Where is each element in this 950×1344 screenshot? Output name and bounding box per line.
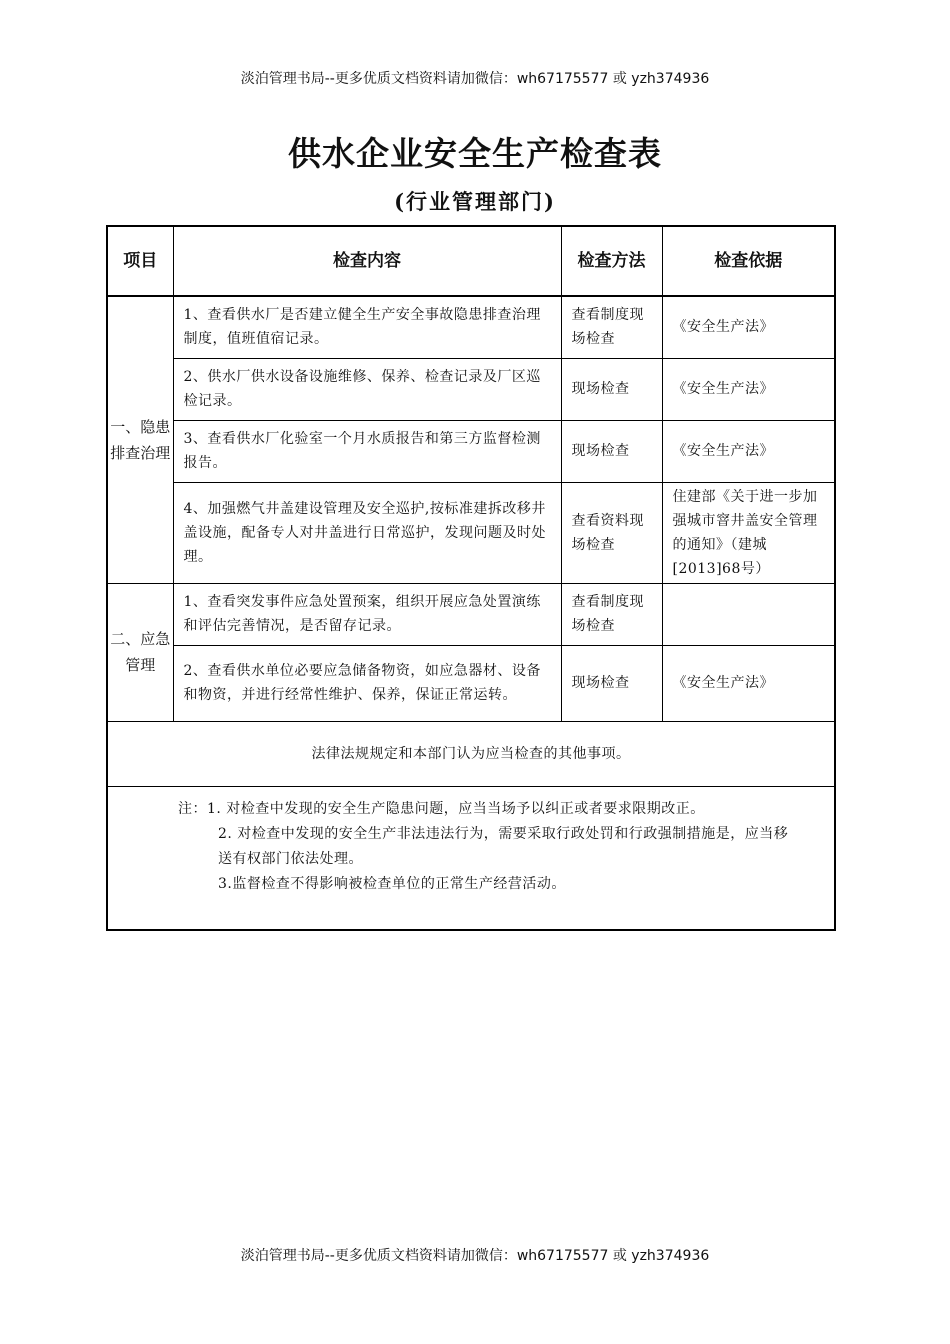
check-basis: 《安全生产法》	[662, 420, 835, 482]
check-content: 2、查看供水单位必要应急储备物资，如应急器材、设备和物资，并进行经常性维护、保养，保证正常运转。	[173, 645, 561, 721]
check-content: 1、查看突发事件应急处置预案，组织开展应急处置演练和评估完善情况，是否留存记录。	[173, 583, 561, 645]
check-basis	[662, 583, 835, 645]
check-basis: 《安全生产法》	[662, 645, 835, 721]
note-line: 3.监督检查不得影响被检查单位的正常生产经营活动。	[218, 875, 566, 892]
check-content: 4、加强燃气井盖建设管理及安全巡护,按标准建拆改移井盖设施，配备专人对井盖进行日常巡护，发现问题及时处理。	[173, 482, 561, 583]
category-emergency: 二、应急管理	[107, 583, 173, 721]
check-method: 现场检查	[561, 358, 662, 420]
check-content: 2、供水厂供水设备设施维修、保养、检查记录及厂区巡检记录。	[173, 358, 561, 420]
check-content: 3、查看供水厂化验室一个月水质报告和第三方监督检测报告。	[173, 420, 561, 482]
table-row	[107, 296, 835, 358]
table-row	[107, 482, 835, 583]
check-method: 现场检查	[561, 645, 662, 721]
check-basis: 《安全生产法》	[662, 296, 835, 358]
document-title: 供水企业安全生产检查表	[288, 134, 662, 173]
category-hazard: 一、隐患排查治理	[107, 296, 173, 583]
check-basis: 《安全生产法》	[662, 358, 835, 420]
inspection-table	[106, 225, 836, 931]
document-subtitle: (行业管理部门)	[394, 189, 556, 214]
note-line: 2. 对检查中发现的安全生产非法违法行为，需要采取行政处罚和行政强制措施是，应当移送有权部门依法处理。	[218, 825, 789, 867]
other-items: 法律法规规定和本部门认为应当检查的其他事项。	[107, 721, 835, 786]
check-method: 现场检查	[561, 420, 662, 482]
header-note: 淡泊管理书局--更多优质文档资料请加微信：wh67175577 或 yzh374936	[240, 71, 710, 87]
check-basis: 住建部《关于进一步加强城市窨井盖安全管理的通知》（建城[2013]68号）	[662, 482, 835, 583]
table-row	[107, 721, 835, 786]
table-row	[107, 583, 835, 645]
table-header-row	[107, 226, 835, 296]
header-method: 检查方法	[561, 226, 662, 296]
note-line: 注：1. 对检查中发现的安全生产隐患问题，应当当场予以纠正或者要求限期改正。	[178, 800, 705, 817]
header-basis: 检查依据	[662, 226, 835, 296]
check-method: 查看资料现场检查	[561, 482, 662, 583]
table-row	[107, 358, 835, 420]
footer-note: 淡泊管理书局--更多优质文档资料请加微信：wh67175577 或 yzh374936	[240, 1248, 710, 1264]
check-method: 查看制度现场检查	[561, 583, 662, 645]
check-method: 查看制度现场检查	[561, 296, 662, 358]
table-row	[107, 786, 835, 930]
check-content: 1、查看供水厂是否建立健全生产安全事故隐患排查治理制度，值班值宿记录。	[173, 296, 561, 358]
table-row	[107, 645, 835, 721]
header-content: 检查内容	[173, 226, 561, 296]
notes-cell	[107, 786, 835, 930]
header-item: 项目	[107, 226, 173, 296]
table-row	[107, 420, 835, 482]
